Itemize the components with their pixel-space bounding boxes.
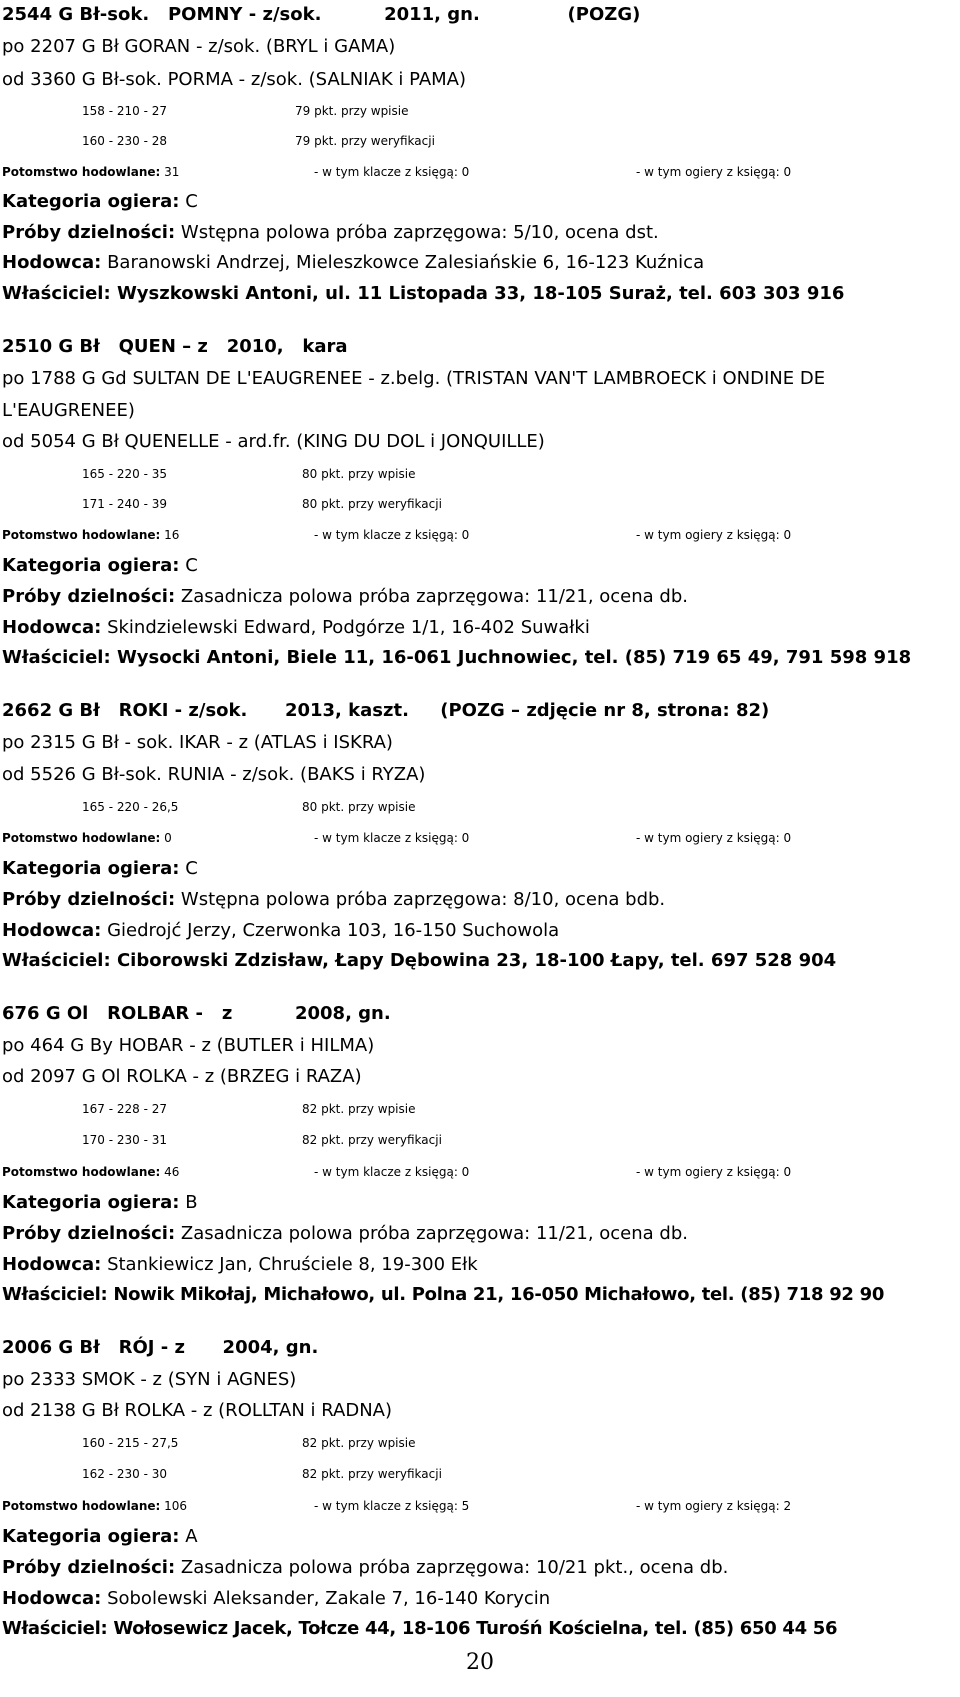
measurement-row: [2, 124, 960, 158]
measurement-row: [2, 1457, 960, 1491]
owner-value: Nowik Mikołaj, Michałowo, ul. Polna 21, 16-050 Michałowo, tel. (85) 718 92 90: [113, 1284, 885, 1305]
category-label: Kategoria ogiera:: [2, 1192, 180, 1213]
mares-count: - w tym klacze z księgą: 0: [314, 528, 470, 542]
owner-row: [2, 641, 911, 675]
category-row: [2, 185, 198, 219]
category-label: Kategoria ogiera:: [2, 191, 180, 212]
points: 80 pkt. przy wpisie: [302, 800, 416, 814]
breeder-value: Stankiewicz Jan, Chruściele 8, 19-300 Ełk: [107, 1254, 478, 1275]
trials-value: Wstępna polowa próba zaprzęgowa: 8/10, ocena bdb.: [180, 889, 666, 910]
owner-value: Wysocki Antoni, Biele 11, 16-061 Juchnowiec, tel. (85) 719 65 49, 791 598 918: [116, 647, 912, 668]
trials-label: Próby dzielności:: [2, 889, 176, 910]
page-number: 20: [466, 1650, 494, 1675]
category-value: A: [185, 1526, 198, 1547]
offspring-label: Potomstwo hodowlane:: [2, 528, 161, 542]
owner-row: [2, 277, 844, 311]
entry-header: 2662 G Bł ROKI - z/sok. 2013, kaszt. (POZG – zdjęcie nr 8, strona: 82): [2, 700, 770, 721]
measurements: 160 - 230 - 28: [82, 134, 167, 148]
breeder-value: Skindzielewski Edward, Podgórze 1/1, 16-402 Suwałki: [107, 617, 590, 638]
points: 80 pkt. przy wpisie: [302, 467, 416, 481]
breeder-row: [2, 1248, 478, 1282]
category-value: B: [185, 1192, 198, 1213]
breeder-row: [2, 246, 704, 280]
owner-label: Właściciel:: [2, 950, 111, 971]
breeder-row: [2, 1582, 550, 1616]
points: 82 pkt. przy wpisie: [302, 1436, 416, 1450]
points: 82 pkt. przy weryfikacji: [302, 1467, 442, 1481]
trials-label: Próby dzielności:: [2, 1223, 176, 1244]
measurements: 167 - 228 - 27: [82, 1102, 167, 1116]
sire-line: po 2333 SMOK - z (SYN i AGNES): [2, 1369, 297, 1390]
measurements: 162 - 230 - 30: [82, 1467, 167, 1481]
category-label: Kategoria ogiera:: [2, 858, 180, 879]
trials-row: [2, 580, 688, 614]
breeder-value: Baranowski Andrzej, Mieleszkowce Zalesiańskie 6, 16-123 Kuźnica: [107, 252, 705, 273]
offspring-row: [2, 1155, 960, 1189]
category-row: [2, 1520, 198, 1554]
stallions-count: - w tym ogiery z księgą: 0: [636, 165, 792, 179]
offspring-count: 31: [164, 165, 180, 179]
owner-row: [2, 1278, 884, 1312]
measurement-row: [2, 487, 960, 521]
owner-label: Właściciel:: [2, 283, 111, 304]
trials-row: [2, 216, 659, 250]
trials-label: Próby dzielności:: [2, 586, 176, 607]
mares-count: - w tym klacze z księgą: 0: [314, 831, 470, 845]
points: 82 pkt. przy wpisie: [302, 1102, 416, 1116]
dam-line: od 3360 G Bł-sok. PORMA - z/sok. (SALNIAK i PAMA): [2, 69, 467, 90]
entry-header: 2510 G Bł QUEN – z 2010, kara: [2, 336, 348, 357]
offspring-count: 106: [164, 1499, 188, 1513]
offspring-label: Potomstwo hodowlane:: [2, 165, 161, 179]
owner-row: [2, 944, 836, 978]
measurement-row: [2, 790, 960, 824]
mares-count: - w tym klacze z księgą: 0: [314, 165, 470, 179]
sire-line: po 2315 G Bł - sok. IKAR - z (ATLAS i ISKRA): [2, 732, 393, 753]
dam-line: od 2138 G Bł ROLKA - z (ROLLTAN i RADNA): [2, 1400, 393, 1421]
entry-header: 2006 G Bł RÓJ - z 2004, gn.: [2, 1337, 319, 1358]
sire-line: po 1788 G Gd SULTAN DE L'EAUGRENEE - z.belg. (TRISTAN VAN'T LAMBROECK i ONDINE DE: [2, 368, 826, 389]
breeder-label: Hodowca:: [2, 1588, 102, 1609]
measurement-row: [2, 1092, 960, 1126]
owner-row: [2, 1612, 837, 1646]
measurement-row: [2, 1426, 960, 1460]
breeder-value: Giedrojć Jerzy, Czerwonka 103, 16-150 Suchowola: [107, 920, 560, 941]
measurements: 160 - 215 - 27,5: [82, 1436, 179, 1450]
points: 79 pkt. przy wpisie: [295, 104, 409, 118]
measurements: 165 - 220 - 35: [82, 467, 167, 481]
measurements: 171 - 240 - 39: [82, 497, 167, 511]
trials-label: Próby dzielności:: [2, 222, 176, 243]
offspring-label: Potomstwo hodowlane:: [2, 831, 161, 845]
trials-label: Próby dzielności:: [2, 1557, 176, 1578]
offspring-count: 46: [164, 1165, 180, 1179]
measurements: 170 - 230 - 31: [82, 1133, 167, 1147]
points: 80 pkt. przy weryfikacji: [302, 497, 442, 511]
mares-count: - w tym klacze z księgą: 0: [314, 1165, 470, 1179]
measurements: 158 - 210 - 27: [82, 104, 167, 118]
category-row: [2, 1186, 198, 1220]
sire-line: po 464 G By HOBAR - z (BUTLER i HILMA): [2, 1035, 375, 1056]
entry-header: 2544 G Bł-sok. POMNY - z/sok. 2011, gn. (POZG): [2, 4, 641, 25]
measurement-row: [2, 94, 960, 128]
points: 82 pkt. przy weryfikacji: [302, 1133, 442, 1147]
breeder-row: [2, 611, 590, 645]
trials-row: [2, 883, 665, 917]
category-row: [2, 852, 198, 886]
owner-value: Wyszkowski Antoni, ul. 11 Listopada 33, 18-105 Suraż, tel. 603 303 916: [116, 283, 845, 304]
stallions-count: - w tym ogiery z księgą: 0: [636, 831, 792, 845]
mares-count: - w tym klacze z księgą: 5: [314, 1499, 470, 1513]
category-value: C: [185, 555, 198, 576]
offspring-count: 16: [164, 528, 180, 542]
category-label: Kategoria ogiera:: [2, 555, 180, 576]
offspring-row: [2, 155, 960, 189]
breeder-value: Sobolewski Aleksander, Zakale 7, 16-140 Korycin: [107, 1588, 551, 1609]
category-value: C: [185, 191, 198, 212]
owner-label: Właściciel:: [2, 1618, 108, 1639]
points: 79 pkt. przy weryfikacji: [295, 134, 435, 148]
stallions-count: - w tym ogiery z księgą: 2: [636, 1499, 792, 1513]
category-row: [2, 549, 198, 583]
category-value: C: [185, 858, 198, 879]
measurement-row: [2, 1123, 960, 1157]
breeder-label: Hodowca:: [2, 617, 102, 638]
breeder-label: Hodowca:: [2, 920, 102, 941]
offspring-label: Potomstwo hodowlane:: [2, 1499, 161, 1513]
owner-label: Właściciel:: [2, 1284, 108, 1305]
dam-line: od 2097 G Ol ROLKA - z (BRZEG i RAZA): [2, 1066, 362, 1087]
sire-line-continued: L'EAUGRENEE): [2, 400, 135, 421]
trials-value: Wstępna polowa próba zaprzęgowa: 5/10, ocena dst.: [180, 222, 659, 243]
measurement-row: [2, 457, 960, 491]
stallions-count: - w tym ogiery z księgą: 0: [636, 1165, 792, 1179]
category-label: Kategoria ogiera:: [2, 1526, 180, 1547]
trials-value: Zasadnicza polowa próba zaprzęgowa: 11/21, ocena db.: [180, 586, 688, 607]
owner-value: Wołosewicz Jacek, Tołcze 44, 18-106 Turośń Kościelna, tel. (85) 650 44 56: [113, 1618, 838, 1639]
breeder-label: Hodowca:: [2, 252, 102, 273]
breeder-row: [2, 914, 559, 948]
dam-line: od 5526 G Bł-sok. RUNIA - z/sok. (BAKS i RYZA): [2, 764, 426, 785]
trials-value: Zasadnicza polowa próba zaprzęgowa: 11/21, ocena db.: [180, 1223, 688, 1244]
owner-label: Właściciel:: [2, 647, 111, 668]
offspring-row: [2, 1489, 960, 1523]
dam-line: od 5054 G Bł QUENELLE - ard.fr. (KING DU DOL i JONQUILLE): [2, 431, 545, 452]
trials-row: [2, 1551, 728, 1585]
sire-line: po 2207 G Bł GORAN - z/sok. (BRYL i GAMA): [2, 36, 396, 57]
offspring-row: [2, 518, 960, 552]
offspring-row: [2, 821, 960, 855]
trials-value: Zasadnicza polowa próba zaprzęgowa: 10/21 pkt., ocena db.: [180, 1557, 729, 1578]
trials-row: [2, 1217, 688, 1251]
entry-header: 676 G Ol ROLBAR - z 2008, gn.: [2, 1003, 391, 1024]
owner-value: Ciborowski Zdzisław, Łapy Dębowina 23, 18-100 Łapy, tel. 697 528 904: [116, 950, 837, 971]
offspring-count: 0: [164, 831, 172, 845]
stallions-count: - w tym ogiery z księgą: 0: [636, 528, 792, 542]
breeder-label: Hodowca:: [2, 1254, 102, 1275]
measurements: 165 - 220 - 26,5: [82, 800, 179, 814]
offspring-label: Potomstwo hodowlane:: [2, 1165, 161, 1179]
